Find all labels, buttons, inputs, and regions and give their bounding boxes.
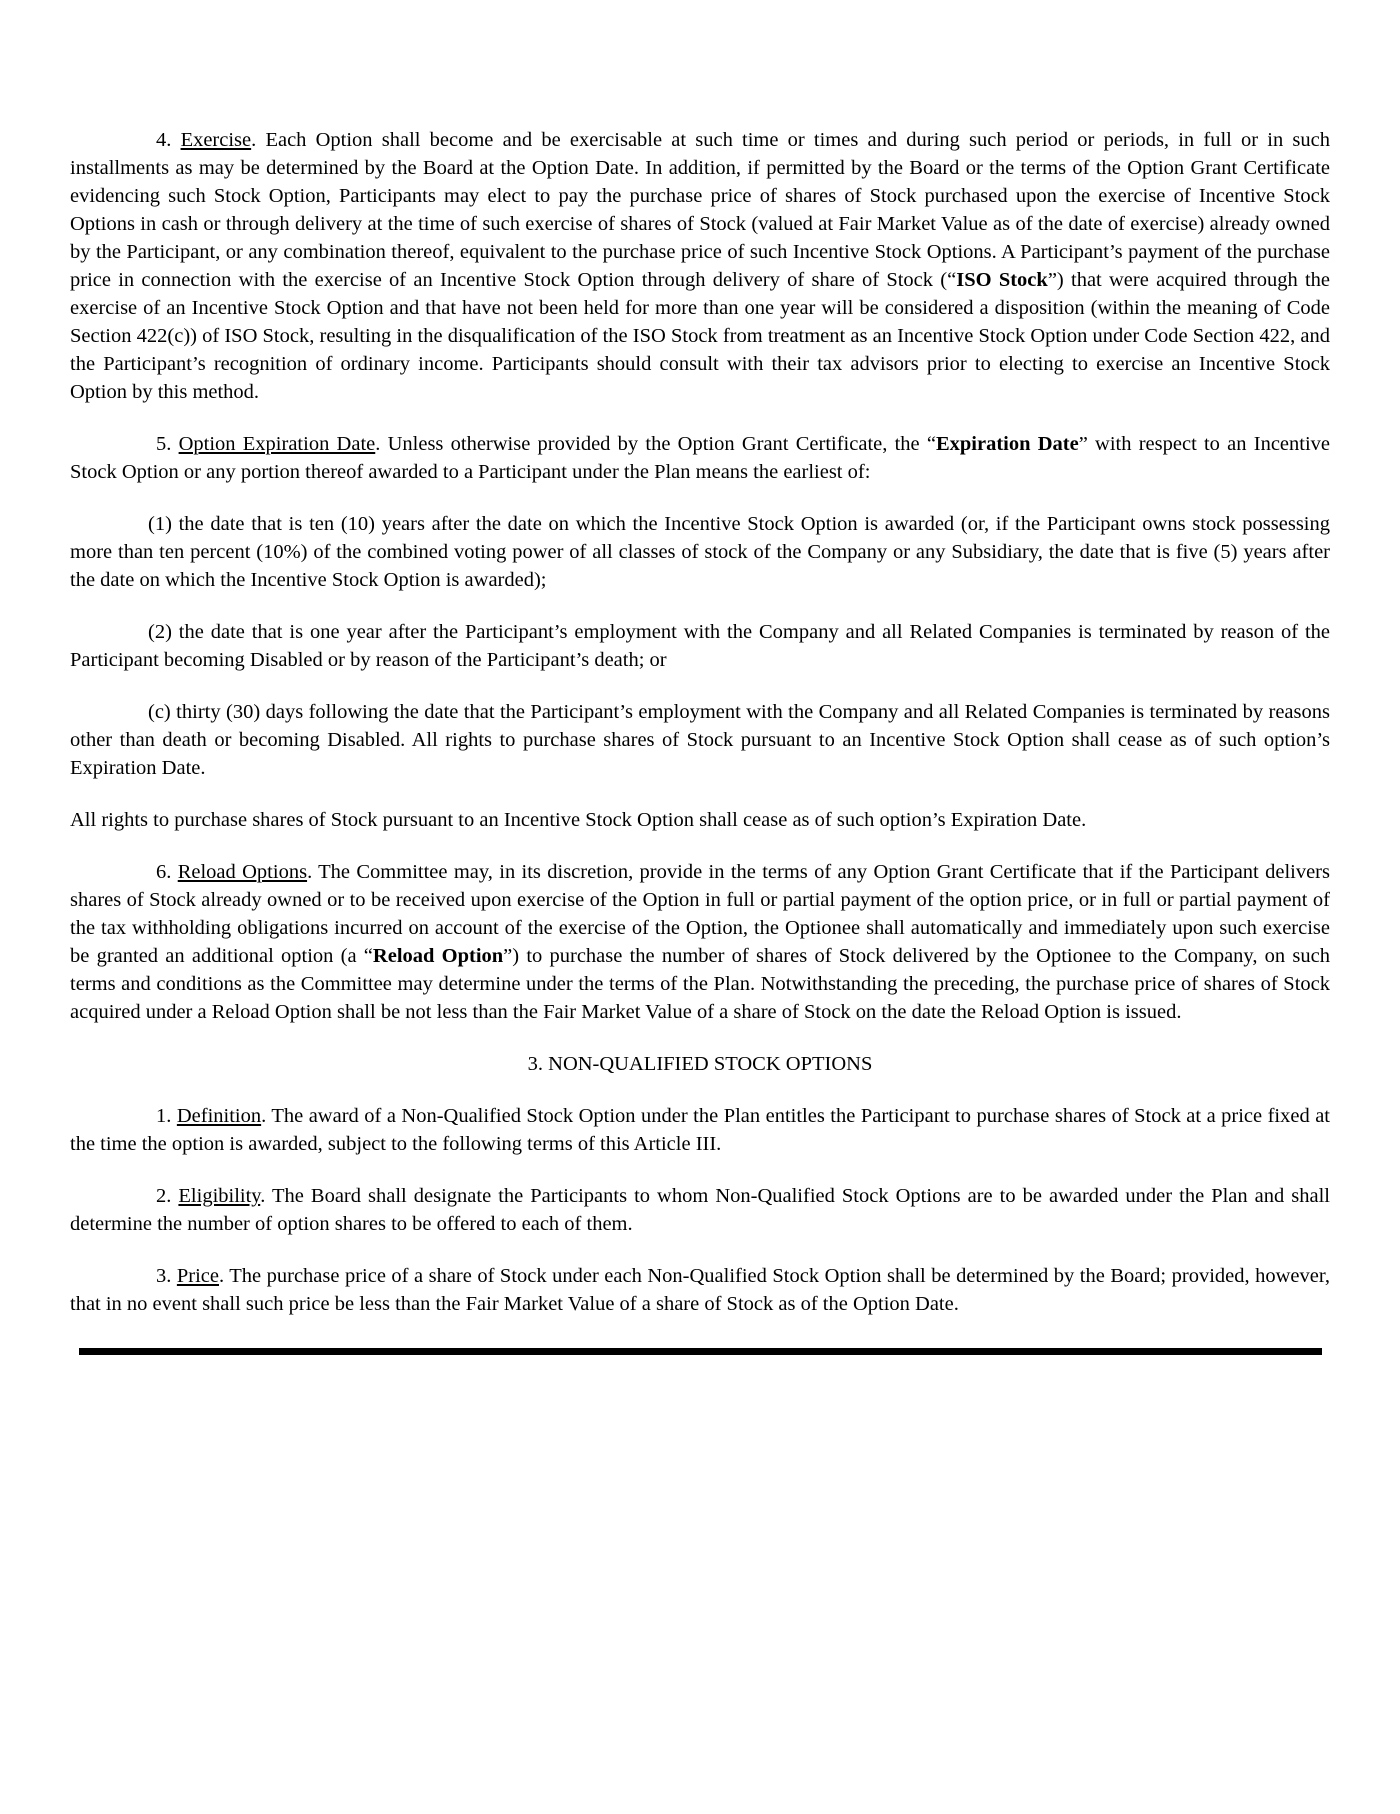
bottom-divider (79, 1348, 1322, 1355)
section-5-option-expiration-date (70, 430, 1330, 486)
article-3-section-3-price (70, 1262, 1330, 1318)
article-3-section-1-definition-run-1: Definition (176, 1105, 262, 1127)
article-3-section-1-definition-run-2: . The award of a Non-Qualified Stock Option under the Plan entitles the Participant to purchase shares of Stock at a price fixed at the time the option is awarded, subject to the following terms of this Article III. (70, 1105, 1331, 1155)
article-3-section-1-definition (70, 1102, 1330, 1158)
article-3-section-2-eligibility-run-2: . The Board shall designate the Participants to whom Non-Qualified Stock Options are to be awarded under the Plan and shall determine the number of option shares to be offered to each of them. (70, 1185, 1331, 1235)
article-3-section-2-eligibility (70, 1182, 1330, 1238)
article-3-heading-run-0: 3. NON-QUALIFIED STOCK OPTIONS (527, 1053, 873, 1075)
article-3-section-3-price-run-1: Price (176, 1265, 219, 1287)
expiration-note (70, 806, 1330, 834)
article-3-section-2-eligibility-run-1: Eligibility (178, 1185, 261, 1207)
section-5-option-expiration-date-run-4: ” with respect to an Incentive Stock Option or any portion thereof awarded to a Participant under the Plan means the earliest of: (70, 433, 1331, 483)
section-4-exercise-run-4: ”) that were acquired through the exercise of an Incentive Stock Option and that have not been held for more than one year will be considered a disposition (within the meaning of Code Section 422(c)) of ISO Stock, resulting in the disqualification of the ISO Stock from treatment as an Incentive Stock Option under Code Section 422, and the Participant’s recognition of ordinary income. Participants should consult with their tax advisors prior to electing to exercise an Incentive Stock Option by this method. (70, 269, 1330, 403)
section-5-option-expiration-date-run-3: Expiration Date (935, 433, 1079, 455)
section-6-reload-options (70, 858, 1330, 1026)
section-5-option-expiration-date-run-0: 5. (156, 433, 179, 455)
article-3-section-2-eligibility-run-0: 2. (156, 1185, 179, 1207)
section-4-exercise-run-0: 4. (156, 129, 181, 151)
section-6-reload-options-run-4: ”) to purchase the number of shares of Stock delivered by the Optionee to the Company, on such terms and conditions as the Committee may determine under the terms of the Plan. Notwithstanding the preceding, the purchase price of shares of Stock acquired under a Reload Option shall be not less than the Fair Market Value of a share of Stock on the date the Reload Option is issued. (70, 945, 1330, 1023)
section-4-exercise-run-1: Exercise (180, 129, 252, 151)
section-6-reload-options-run-3: Reload Option (372, 945, 504, 967)
section-4-exercise-run-3: ISO Stock (956, 269, 1048, 291)
expiration-subitem-2-run-0: (2) the date that is one year after the Participant’s employment with the Company and all Related Companies is terminated by reason of the Participant becoming Disabled or by reason of the Participant’s death; or (70, 621, 1330, 671)
section-5-option-expiration-date-run-2: . Unless otherwise provided by the Option Grant Certificate, the “ (375, 433, 936, 455)
expiration-note-run-0: All rights to purchase shares of Stock pursuant to an Incentive Stock Option shall cease as of such option’s Expiration Date. (70, 809, 1087, 831)
section-6-reload-options-run-0: 6. (156, 861, 178, 883)
section-6-reload-options-run-1: Reload Options (177, 861, 308, 883)
section-6-reload-options-run-2: . The Committee may, in its discretion, provide in the terms of any Option Grant Certificate that if the Participant delivers shares of Stock already owned or to be received upon exercise of the Option in full or partial payment of the option price, or in full or partial payment of the tax withholding obligations incurred on account of the exercise of the Option, the Optionee shall automatically and immediately upon such exercise be granted an additional option (a “ (70, 861, 1330, 967)
article-3-section-3-price-run-0: 3. (156, 1265, 177, 1287)
section-4-exercise-run-2: . Each Option shall become and be exercisable at such time or times and during such period or periods, in full or in such installments as may be determined by the Board at the Option Date. In addition, if permitted by the Board or the terms of the Option Grant Certificate evidencing such Stock Option, Participants may elect to pay the purchase price of shares of Stock purchased upon the exercise of Incentive Stock Options in cash or through delivery at the time of such exercise of shares of Stock (valued at Fair Market Value as of the date of exercise) already owned by the Participant, or any combination thereof, equivalent to the purchase price of such Incentive Stock Options. A Participant’s payment of the purchase price in connection with the exercise of an Incentive Stock Option through delivery of share of Stock (“ (70, 129, 1330, 291)
expiration-subitem-c-run-0: (c) thirty (30) days following the date that the Participant’s employment with the Company and all Related Companies is terminated by reasons other than death or becoming Disabled. All rights to purchase shares of Stock pursuant to an Incentive Stock Option shall cease as of such option’s Expiration Date. (70, 701, 1330, 779)
expiration-subitem-1 (70, 510, 1330, 594)
article-3-section-1-definition-run-0: 1. (156, 1105, 177, 1127)
section-4-exercise (70, 126, 1330, 406)
article-3-section-3-price-run-2: . The purchase price of a share of Stock under each Non-Qualified Stock Option shall be determined by the Board; provided, however, that in no event shall such price be less than the Fair Market Value of a share of Stock as of the Option Date. (70, 1265, 1330, 1315)
article-3-heading (70, 1050, 1330, 1078)
expiration-subitem-2 (70, 618, 1330, 674)
expiration-subitem-c (70, 698, 1330, 782)
expiration-subitem-1-run-0: (1) the date that is ten (10) years after the date on which the Incentive Stock Option is awarded (or, if the Participant owns stock possessing more than ten percent (10%) of the combined voting power of all classes of stock of the Company or any Subsidiary, the date that is five (5) years after the date on which the Incentive Stock Option is awarded); (70, 513, 1330, 591)
section-5-option-expiration-date-run-1: Option Expiration Date (178, 433, 376, 455)
